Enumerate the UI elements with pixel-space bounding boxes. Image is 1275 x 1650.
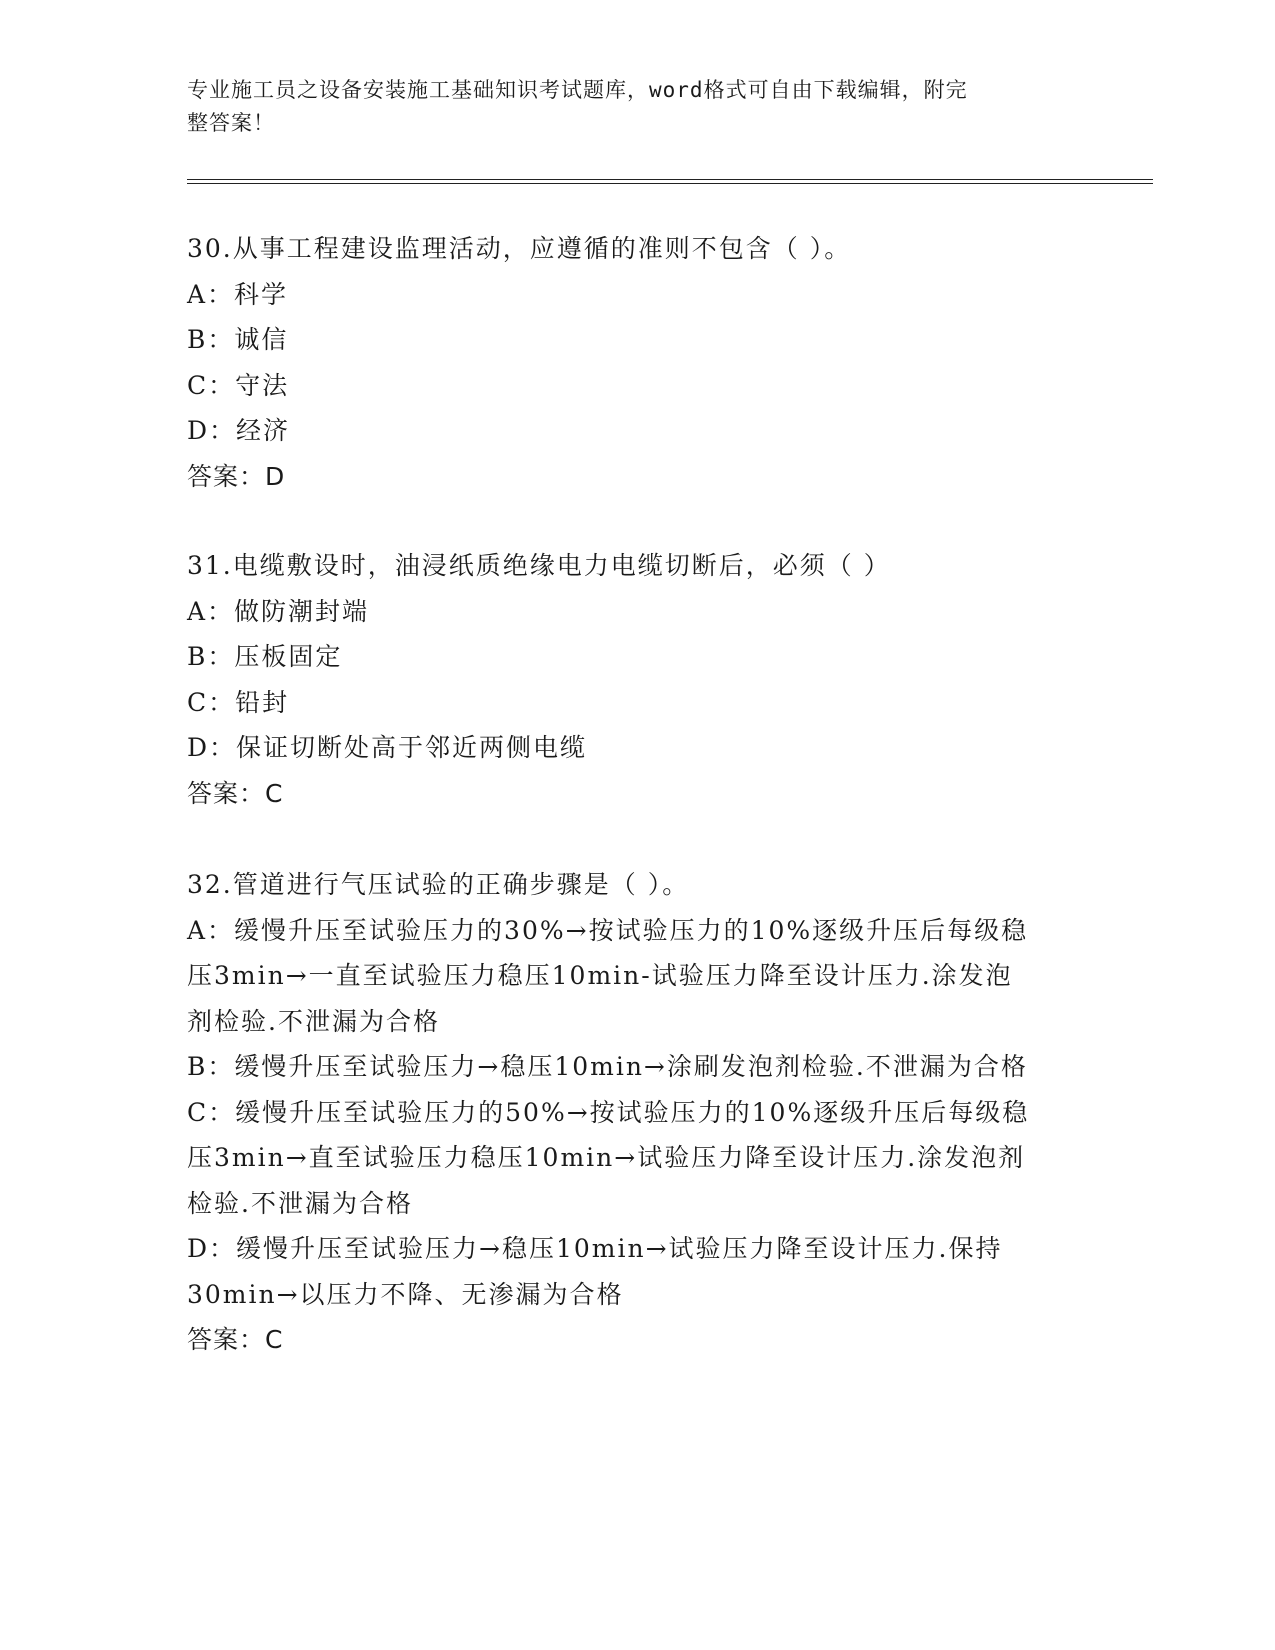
answer-line: 答案：D [187, 461, 286, 491]
option-c: C：铅封 [187, 687, 290, 717]
answer-line: 答案：C [187, 778, 284, 808]
option-a: A：做防潮封端 [187, 596, 370, 626]
option-a-line-1: A：缓慢升压至试验压力的30%→按试验压力的10%逐级升压后每级稳 [187, 915, 1029, 945]
header-divider-bottom [187, 183, 1153, 184]
option-d: D：保证切断处高于邻近两侧电缆 [187, 733, 588, 762]
option-b: B：压板固定 [187, 642, 343, 671]
header-line-2: 整答案！ [187, 111, 275, 135]
option-b: B：诚信 [187, 325, 289, 354]
option-c-line-2: 压3min→直至试验压力稳压10min→试验压力降至设计压力.涂发泡剂 [187, 1143, 1026, 1172]
option-d-line-1: D：缓慢升压至试验压力→稳压10min→试验压力降至设计压力.保持 [187, 1234, 1003, 1263]
header-divider-top [187, 179, 1153, 180]
option-d-line-2: 30min→以压力不降、无渗漏为合格 [187, 1279, 624, 1309]
option-a: A：科学 [187, 279, 289, 309]
question-stem: 31.电缆敷设时，油浸纸质绝缘电力电缆切断后，必须（ ） [187, 551, 891, 580]
option-c: C：守法 [187, 370, 290, 400]
question-31 [187, 543, 1087, 816]
option-c-line-1: C：缓慢升压至试验压力的50%→按试验压力的10%逐级升压后每级稳 [187, 1097, 1030, 1127]
document-header [187, 74, 1067, 140]
question-30 [187, 226, 1087, 499]
option-b: B：缓慢升压至试验压力→稳压10min→涂刷发泡剂检验.不泄漏为合格 [187, 1052, 1028, 1081]
option-c-line-3: 检验.不泄漏为合格 [187, 1188, 413, 1218]
option-a-line-3: 剂检验.不泄漏为合格 [187, 1006, 440, 1036]
question-32 [187, 862, 1087, 1363]
answer-line: 答案：C [187, 1325, 284, 1354]
header-line-1: 专业施工员之设备安装施工基础知识考试题库，word格式可自由下载编辑，附完 [187, 78, 968, 102]
question-stem: 32.管道进行气压试验的正确步骤是（ ）。 [187, 870, 690, 899]
option-a-line-2: 压3min→一直至试验压力稳压10min-试验压力降至设计压力.涂发泡 [187, 961, 1013, 990]
option-d: D：经济 [187, 416, 291, 445]
question-stem: 30.从事工程建设监理活动，应遵循的准则不包含（ ）。 [187, 234, 852, 263]
